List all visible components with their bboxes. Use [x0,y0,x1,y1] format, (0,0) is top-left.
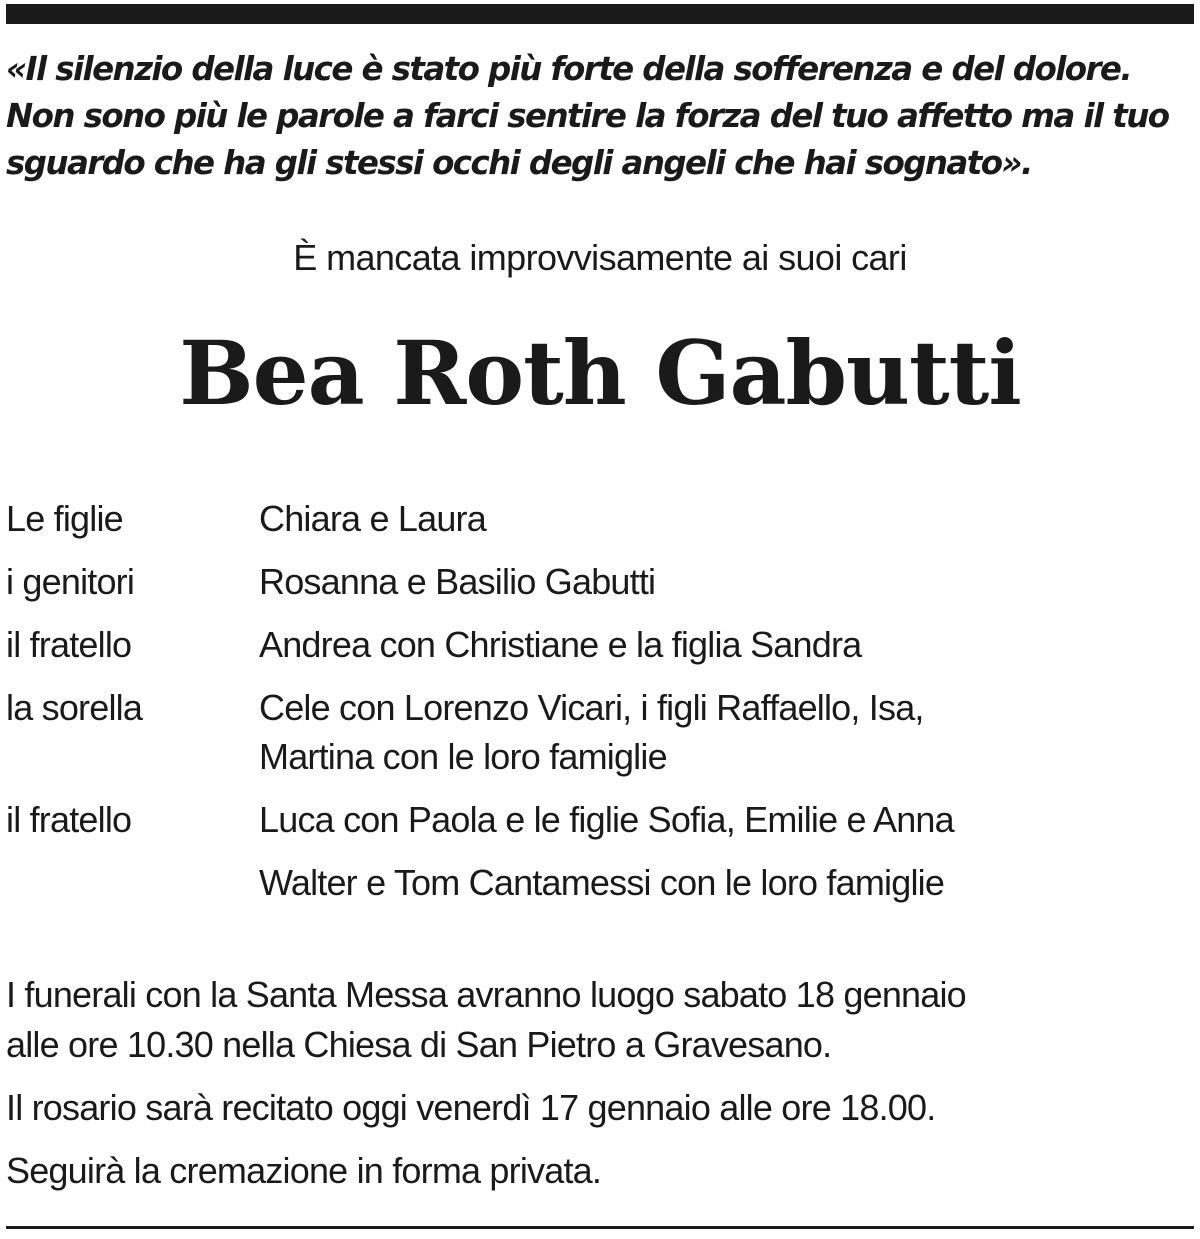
family-member-line: Walter e Tom Cantamessi con le loro famiglie [259,862,945,903]
cremation-details: Seguirà la cremazione in forma privata. [6,1150,602,1191]
family-row [6,858,1194,907]
family-relation: Le figlie [6,498,123,539]
family-row [6,620,1194,669]
quote-line: Non sono più le parole a farci sentire la forza del tuo affetto ma il tuo [6,97,1169,135]
quote-line: «Il silenzio della luce è stato più forte della sofferenza e del dolore. [6,50,1132,88]
family-members [259,620,1194,669]
family-members [259,795,1194,844]
quote-line: sguardo che ha gli stessi occhi degli angeli che hai sognato». [6,144,1032,182]
family-relation: il fratello [6,799,132,840]
family-member-line: Martina con le loro famiglie [259,736,667,777]
family-row [6,795,1194,844]
funeral-line: I funerali con la Santa Messa avranno luogo sabato 18 gennaio [6,974,966,1015]
announcement-intro: È mancata improvvisamente ai suoi cari [293,237,907,278]
family-row [6,683,1194,781]
family-members [259,494,1194,543]
family-members [259,683,1194,781]
funeral-notice [6,970,1194,1209]
family-member-line: Rosanna e Basilio Gabutti [259,561,656,602]
family-member-line: Chiara e Laura [259,498,486,539]
family-row [6,557,1194,606]
deceased-name: Bea Roth Gabutti [179,321,1021,425]
family-members [259,858,1194,907]
family-member-line: Andrea con Christiane e la figlia Sandra [259,624,862,665]
rosary-details: Il rosario sarà recitato oggi venerdì 17 gennaio alle ore 18.00. [6,1087,936,1128]
family-relation: i genitori [6,561,135,602]
family-member-line: Cele con Lorenzo Vicari, i figli Raffaello, Isa, [259,687,924,728]
family-relation [6,858,259,907]
epitaph-quote [6,46,1194,187]
family-members [259,557,1194,606]
family-relation: il fratello [6,624,132,665]
bottom-rule [6,1226,1194,1229]
family-list [6,494,1194,921]
funeral-line: alle ore 10.30 nella Chiesa di San Pietro a Gravesano. [6,1024,832,1065]
family-relation: la sorella [6,687,143,728]
funeral-details [6,970,1194,1070]
family-row [6,494,1194,543]
top-rule [6,4,1194,24]
family-member-line: Luca con Paola e le figlie Sofia, Emilie e Anna [259,799,954,840]
